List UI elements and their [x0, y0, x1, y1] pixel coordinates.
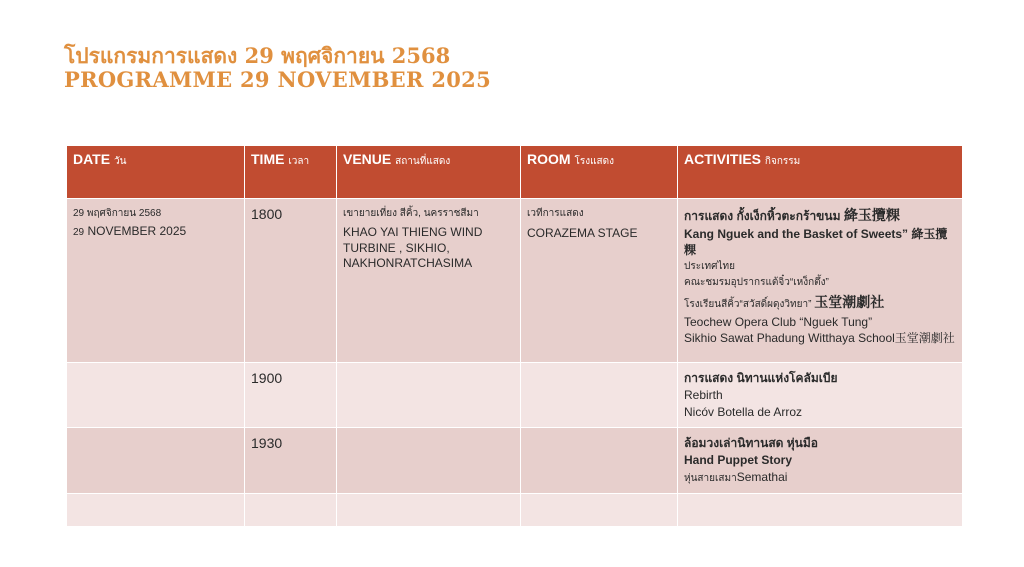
table-row	[67, 363, 963, 428]
header-venue: VENUE สถานที่แสดง	[337, 146, 521, 199]
activity-title-english: Hand Puppet Story	[684, 453, 793, 468]
activity-title-thai: การแสดง กั้งเง็กหิ้วตะกร้าขนม 絳玉攬粿	[684, 207, 900, 223]
room-thai: เวทีการแสดง	[527, 208, 584, 219]
venue-cell	[337, 363, 521, 428]
time-cell	[245, 493, 337, 526]
activities-cell	[678, 199, 963, 363]
activity-title-thai: การแสดง นิทานแห่งโคลัมเบีย	[684, 371, 838, 385]
table-row	[67, 493, 963, 526]
venue-cell	[337, 428, 521, 494]
header-activities: ACTIVITIES กิจกรรม	[678, 146, 963, 199]
date-cell	[67, 493, 245, 526]
venue-thai: เขายายเที่ยง สีคิ้ว, นครราชสีมา	[343, 208, 479, 219]
date-english: 29 NOVEMBER 2025	[73, 224, 187, 238]
venue-cell	[337, 199, 521, 363]
programme-table	[66, 145, 963, 527]
date-cell	[67, 199, 245, 363]
room-cell	[521, 199, 678, 363]
room-cell	[521, 493, 678, 526]
title-english: PROGRAMME 29 NOVEMBER 2025	[64, 67, 491, 93]
room-english: CORAZEMA STAGE	[527, 226, 638, 240]
activity-line: Rebirth	[684, 387, 723, 402]
header-date: DATE วัน	[67, 146, 245, 199]
time-cell: 1800	[245, 199, 337, 363]
venue-cell	[337, 493, 521, 526]
activities-cell	[678, 428, 963, 494]
table-row	[67, 428, 963, 494]
activity-title-english: Kang Nguek and the Basket of Sweets” 絳玉攬粿	[684, 226, 948, 258]
activity-country: ประเทศไทย	[684, 261, 735, 273]
activity-school-english: Sikhio Sawat Phadung Witthaya School玉堂潮劇社	[684, 331, 955, 346]
activity-title-thai: ล้อมวงเล่านิทานสด หุ่นมือ	[684, 436, 818, 451]
date-cell	[67, 428, 245, 494]
activity-line: Nicóv Botella de Arroz	[684, 404, 803, 419]
activity-club-thai: คณะชมรมอุปรากรแต้จิ๋ว“เหง็กตึ้ง”	[684, 277, 829, 289]
room-cell	[521, 428, 678, 494]
time-cell: 1930	[245, 428, 337, 494]
activity-school-thai: โรงเรียนสีคิ้ว“สวัสดิ์ผดุงวิทยา” 玉堂潮劇社	[684, 294, 885, 311]
date-cell	[67, 363, 245, 428]
page-title	[64, 44, 491, 92]
activity-club-english: Teochew Opera Club “Nguek Tung”	[684, 314, 873, 329]
header-time: TIME เวลา	[245, 146, 337, 199]
activity-performer: หุ่นสายเสมาSemathai	[684, 469, 788, 484]
table-row	[67, 199, 963, 363]
activities-cell	[678, 493, 963, 526]
activities-cell	[678, 363, 963, 428]
venue-english: KHAO YAI THIENG WIND TURBINE , SIKHIO, NAKHONRATCHASIMA	[343, 225, 483, 271]
date-thai: 29 พฤศจิกายน 2568	[73, 208, 162, 219]
time-cell: 1900	[245, 363, 337, 428]
header-room: ROOM โรงแสดง	[521, 146, 678, 199]
room-cell	[521, 363, 678, 428]
table-header-row	[67, 146, 963, 199]
title-thai: โปรแกรมการแสดง 29 พฤศจิกายน 2568	[64, 43, 451, 68]
